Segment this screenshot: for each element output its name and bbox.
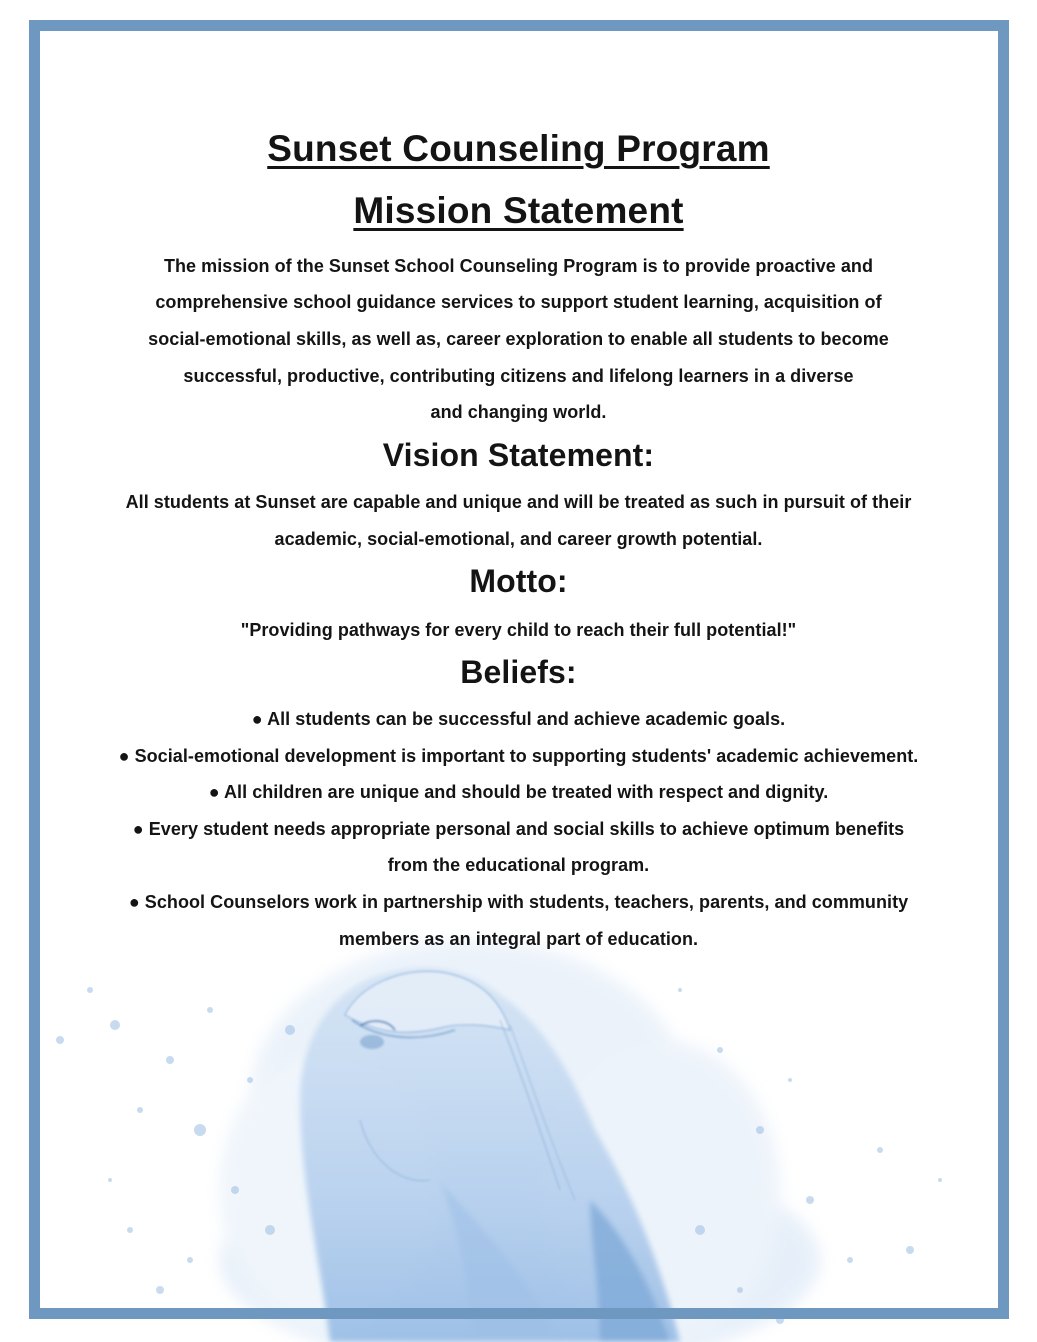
mission-line: successful, productive, contributing citizens and lifelong learners in a diverse xyxy=(183,366,854,386)
belief-item: ● School Counselors work in partnership with students, teachers, parents, and community xyxy=(128,892,909,912)
belief-item-continuation: from the educational program. xyxy=(387,855,650,875)
title-mission-statement: Mission Statement xyxy=(353,190,684,231)
motto-heading: Motto: xyxy=(469,563,568,599)
mission-line: social-emotional skills, as well as, career exploration to enable all students to become xyxy=(148,329,889,349)
vision-heading: Vision Statement: xyxy=(382,437,655,473)
vision-line: academic, social-emotional, and career growth potential. xyxy=(274,529,763,549)
dolphin-watercolor-illustration xyxy=(0,930,1037,1342)
title-program-name: Sunset Counseling Program xyxy=(267,128,770,169)
belief-item-continuation: members as an integral part of education. xyxy=(338,929,699,949)
mission-line: and changing world. xyxy=(430,402,607,422)
mission-line: The mission of the Sunset School Counseling Program is to provide proactive and xyxy=(163,256,874,276)
mission-line: comprehensive school guidance services to support student learning, acquisition of xyxy=(155,292,882,312)
belief-item: ● All children are unique and should be treated with respect and dignity. xyxy=(208,782,829,802)
belief-item: ● All students can be successful and achieve academic goals. xyxy=(251,709,786,729)
vision-line: All students at Sunset are capable and unique and will be treated as such in pursuit of their xyxy=(125,492,912,512)
belief-item: ● Social-emotional development is important to supporting students' academic achievement. xyxy=(118,746,919,766)
belief-item: ● Every student needs appropriate personal and social skills to achieve optimum benefits xyxy=(132,819,905,839)
motto-text: "Providing pathways for every child to reach their full potential!" xyxy=(240,620,797,640)
beliefs-heading: Beliefs: xyxy=(460,654,577,690)
